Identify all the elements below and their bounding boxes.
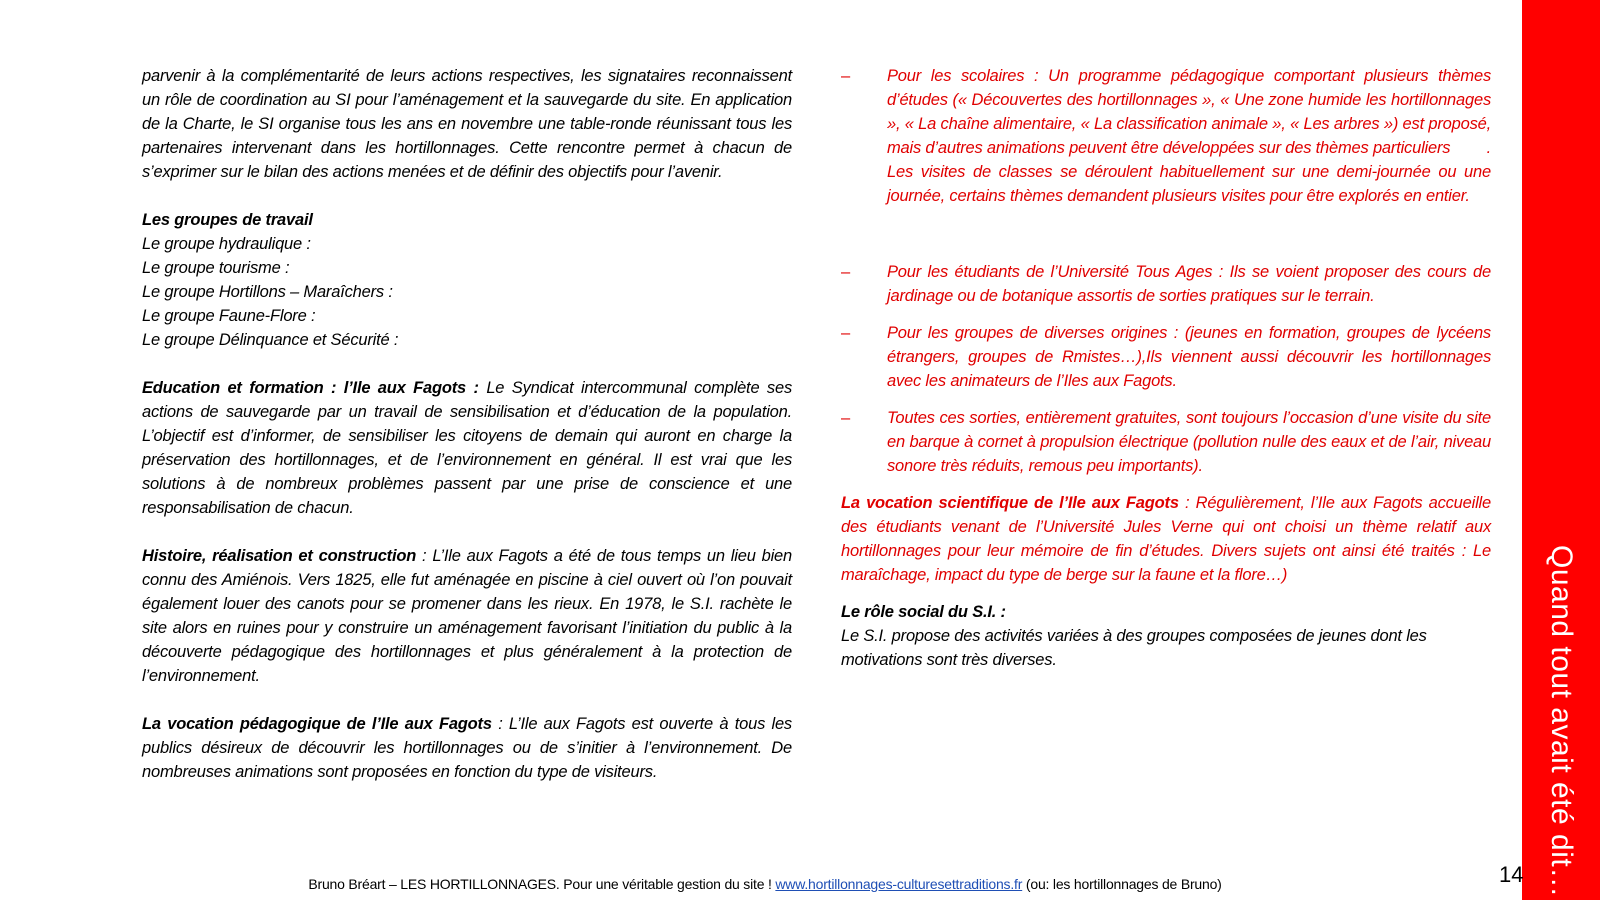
- social-title: Le rôle social du S.I. :: [841, 603, 1006, 621]
- intro-paragraph: parvenir à la complémentarité de leurs actions respectives, les signataires reconnaissent un rôle de coordination au SI pour l’aménagement et la sauvegarde du site. En application de la Charte, le SI organise tous les ans en novembre une table-ronde réunissant tous les partenaires intervenant dans les hortillonnages. Cette rencontre permet à chacun de s’exprimer sur le bilan des actions menées et de définir des objectifs pour l’avenir.: [142, 67, 792, 181]
- etudiants-text: Pour les étudiants de l’Université Tous Ages : Ils se voient proposer des cours de jardinage ou de botanique assortis de sorties pratiques sur le terrain.: [887, 263, 1491, 305]
- footer: [0, 876, 1530, 892]
- footer-suffix: (ou: les hortillonnages de Bruno): [1022, 876, 1222, 892]
- scolaires-extra: Les visites de classes se déroulent habituellement sur une demi-journée ou une journée, certains thèmes demandent plusieurs visites pour être explorés en entier.: [887, 163, 1491, 205]
- sidebar-title: Quand tout avait été dit…: [1545, 545, 1578, 898]
- footer-prefix: Bruno Bréart – LES HORTILLONNAGES. Pour une véritable gestion du site !: [308, 876, 776, 892]
- red-sidebar: [1522, 0, 1600, 900]
- history-paragraph: [142, 544, 792, 688]
- science-title: La vocation scientifique de l’Ile aux Fagots: [841, 494, 1179, 512]
- right-column: [841, 64, 1491, 672]
- dash-bullet: –: [841, 409, 850, 427]
- list-item-scolaires: [841, 64, 1491, 208]
- sorties-text: Toutes ces sorties, entièrement gratuites, sont toujours l’occasion d’une visite du site en barque à cornet à propulsion électrique (pollution nulle des eaux et de l’air, niveau sonore très réduits, remous peu importants).: [887, 409, 1491, 475]
- group-item: Le groupe Faune-Flore :: [142, 307, 316, 325]
- group-item: Le groupe tourisme :: [142, 259, 290, 277]
- group-item: Le groupe hydraulique :: [142, 235, 311, 253]
- left-column: [142, 64, 792, 784]
- group-item: Le groupe Délinquance et Sécurité :: [142, 331, 399, 349]
- education-text: Le Syndicat intercommunal complète ses actions de sauvegarde par un travail de sensibilisation et d’éducation de la population. L’objectif est d’informer, de sensibiliser les citoyens de demain qui auront en charge la préservation des hortillonnages, et de l’environnement en général. Il est vrai que les solutions à de nombreux problèmes passent par une prise de conscience et une responsabilisation de chacun.: [142, 379, 792, 517]
- history-title: Histoire, réalisation et construction: [142, 547, 417, 565]
- pedago-title: La vocation pédagogique de l’Ile aux Fagots: [142, 715, 492, 733]
- pedago-text: : L’Ile aux Fagots est ouverte à tous les publics désireux de découvrir les hortillonnages ou de s’initier à l’environnement. De nombreuses animations sont proposées en fonction du type de visiteurs.: [142, 715, 792, 781]
- list-item-groupes: [841, 321, 1491, 393]
- social-text: Le S.I. propose des activités variées à des groupes composées de jeunes dont les motivations sont très diverses.: [841, 627, 1427, 669]
- list-item-sorties: [841, 406, 1491, 478]
- education-title: Education et formation : l’Ile aux Fagots :: [142, 379, 479, 397]
- groupes-text: Pour les groupes de diverses origines : (jeunes en formation, groupes de lycéens étrangers, groupes de Rmistes…),Ils viennent aussi découvrir les hortillonnages avec les animateurs de l’Iles aux Fagots.: [887, 324, 1491, 390]
- pedago-paragraph: [142, 712, 792, 784]
- social-paragraph: [841, 600, 1491, 672]
- scolaires-text: Pour les scolaires : Un programme pédagogique comportant plusieurs thèmes d’études (« Découvertes des hortillonnages », « Une zone humide les hortillonnages », « La chaîne alimentaire, « La classification animale », « Les arbres ») est proposé, mais d’autres animations peuvent être développées sur des thèmes particuliers: [887, 67, 1491, 157]
- footer-link[interactable]: www.hortillonnages-culturesettraditions.fr: [775, 876, 1023, 892]
- history-text: : L’Ile aux Fagots a été de tous temps un lieu bien connu des Amiénois. Vers 1825, elle fut aménagée en piscine à ciel ouvert où l’on pouvait également louer des canots pour se promener dans les rieux. En 1978, le S.I. rachète le site alors en ruines pour y construire un aménagement favorisant l’initiation du public à la découverte pédagogique des hortillonnages et plus généralement à la protection de l’environnement.: [142, 547, 792, 685]
- dash-bullet: –: [841, 67, 850, 85]
- groups-section: [142, 208, 792, 352]
- dash-bullet: –: [841, 263, 850, 281]
- science-paragraph: [841, 491, 1491, 587]
- dash-bullet: –: [841, 324, 850, 342]
- list-item-etudiants: [841, 260, 1491, 308]
- education-paragraph: [142, 376, 792, 520]
- scolaires-dot: .: [1486, 139, 1491, 157]
- group-item: Le groupe Hortillons – Maraîchers :: [142, 283, 393, 301]
- groups-title: Les groupes de travail: [142, 211, 313, 229]
- science-text: : Régulièrement, l’Ile aux Fagots accueille des étudiants venant de l’Université Jules Verne qui ont choisi un thème relatif aux hortillonnages pour leur mémoire de fin d’études. Divers sujets ont ainsi été traités : Le maraîchage, impact du type de berge sur la faune et la flore…): [841, 494, 1491, 584]
- page-number: 14: [1499, 862, 1524, 887]
